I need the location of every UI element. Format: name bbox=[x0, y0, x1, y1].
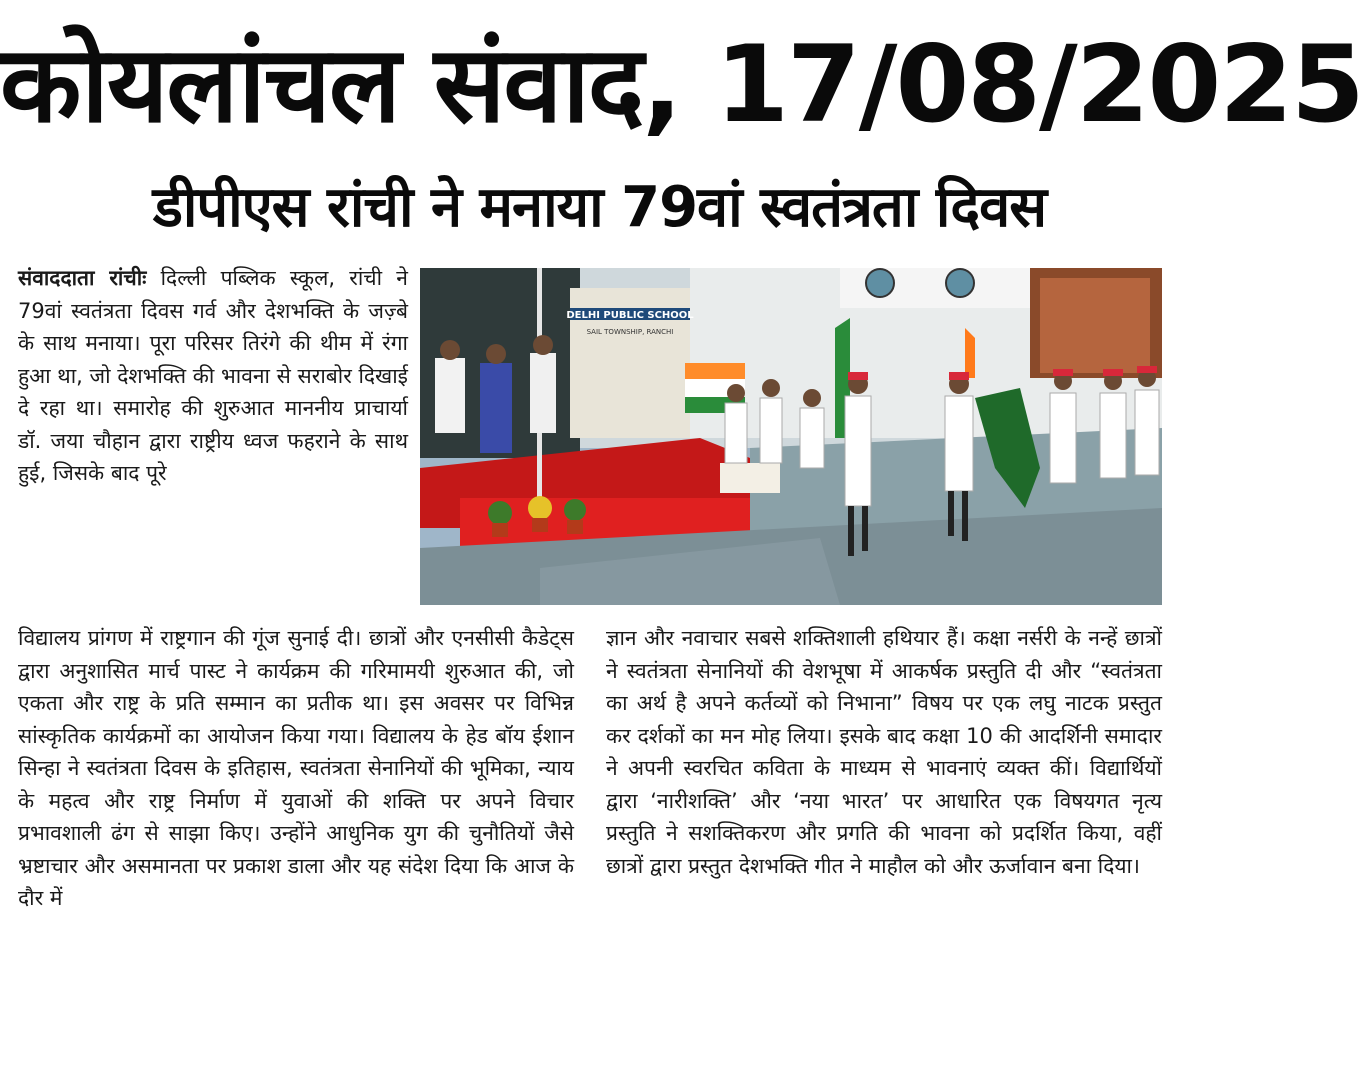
school-sign-subtext: SAIL TOWNSHIP, RANCHI bbox=[586, 328, 674, 336]
intro-text: दिल्ली पब्लिक स्कूल, रांची ने 79वां स्वतंत्रता दिवस गर्व और देशभक्ति के जज़्बे के साथ मनाया। पूरा परिसर तिरंगे की थीम में रंगा हुआ था, जो देशभक्ति की भावना से सराबोर दिखाई दे रहा था। समारोह की शुरुआत माननीय प्राचार्या डॉ. जया चौहान द्वारा राष्ट्रीय ध्वज फहराने के साथ हुई, जिसके बाद पूरे bbox=[18, 266, 408, 485]
newspaper-masthead: कोयलांचल संवाद, 17/08/2025 bbox=[0, 23, 1363, 146]
event-photo bbox=[420, 268, 1162, 605]
article-headline: डीपीएस रांची ने मनाया 79वां स्वतंत्रता दिवस bbox=[152, 175, 1047, 240]
school-sign-text: DELHI PUBLIC SCHOOL bbox=[566, 310, 694, 321]
article-intro bbox=[18, 262, 408, 490]
article-left-column: विद्यालय प्रांगण में राष्ट्रगान की गूंज सुनाई दी। छात्रों और एनसीसी कैडेट्स द्वारा अनुशासित मार्च पास्ट ने कार्यक्रम की गरिमामयी शुरुआत की, जो एकता और राष्ट्र के प्रति सम्मान का प्रतीक था। इस अवसर पर विभिन्न सांस्कृतिक कार्यक्रमों का आयोजन किया गया। विद्यालय के हेड बॉय ईशान सिन्हा ने स्वतंत्रता दिवस के इतिहास, स्वतंत्रता सेनानियों की भूमिका, न्याय के महत्व और राष्ट्र निर्माण में युवाओं की शक्ति पर अपने विचार प्रभावशाली ढंग से साझा किए। उन्होंने आधुनिक युग की चुनौतियों जैसे भ्रष्टाचार और असमानता पर प्रकाश डाला और यह संदेश दिया कि आज के दौर में bbox=[18, 626, 574, 910]
flag-hoisting-march-photo bbox=[420, 268, 1162, 605]
byline: संवाददाता रांचीः bbox=[18, 266, 147, 290]
article-right-column: ज्ञान और नवाचार सबसे शक्तिशाली हथियार हैं। कक्षा नर्सरी के नन्हें छात्रों ने स्वतंत्रता सेनानियों की वेशभूषा में आकर्षक प्रस्तुति दी और “स्वतंत्रता का अर्थ है अपने कर्तव्यों को निभाना” विषय पर एक लघु नाटक प्रस्तुत कर दर्शकों का मन मोह लिया। इसके बाद कक्षा 10 की आदर्शिनी समादार ने अपनी स्वरचित कविता के माध्यम से भावनाएं व्यक्त कीं। विद्यार्थियों द्वारा ‘नारीशक्ति’ और ‘नया भारत’ पर आधारित एक विषयगत नृत्य प्रस्तुति ने सशक्तिकरण और प्रगति की भावना को प्रदर्शित किया, वहीं छात्रों द्वारा प्रस्तुत देशभक्ति गीत ने माहौल को और ऊर्जावान बना दिया। bbox=[606, 626, 1162, 878]
